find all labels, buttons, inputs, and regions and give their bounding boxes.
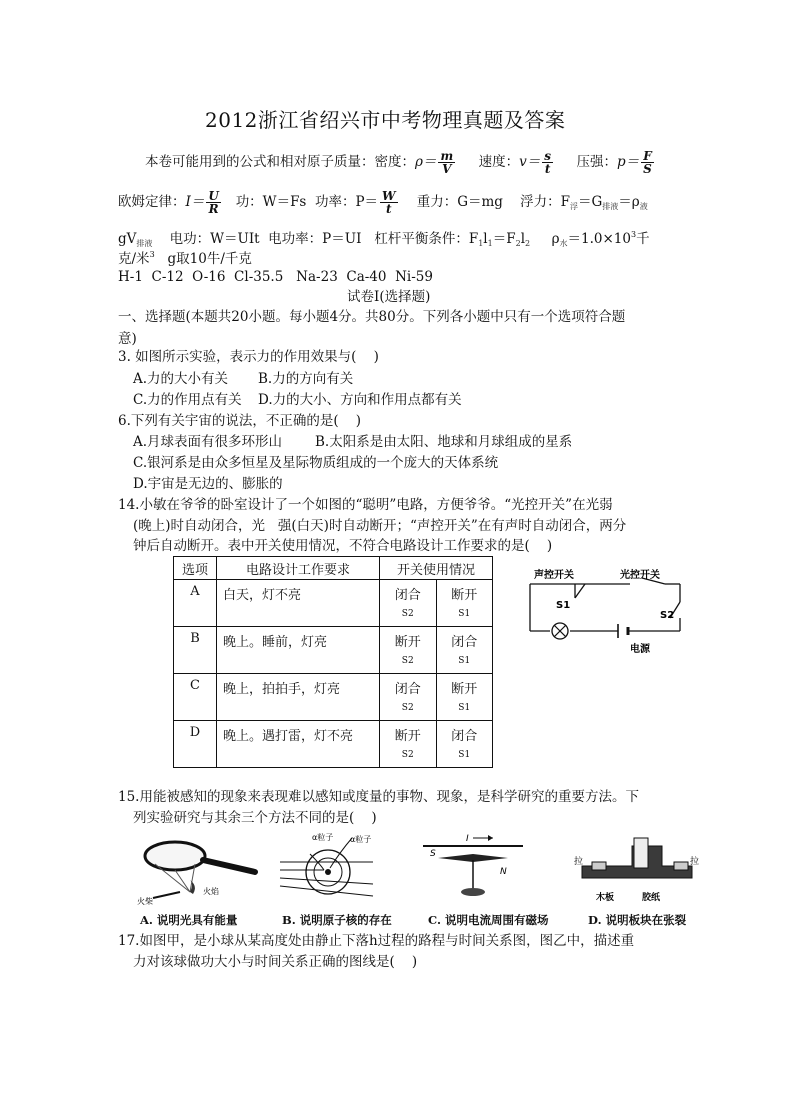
figure-a-magnifier [135,832,260,910]
alpha-label-2: α粒子 [350,835,372,844]
q6-stem: 6.下列有关宇宙的说法，不正确的是( ) [118,413,362,429]
table-header-row [174,557,493,580]
q15-stem-line-2: 列实验研究与其余三个方法不同的是( ) [133,810,377,826]
q14-stem-line-3: 钟后自动断开。表中开关使用情况，不符合电路设计工作要求的是( ) [133,538,553,554]
q6-option-b: B.太阳系是由太阳、地球和月球组成的星系 [315,434,573,450]
tape-icon [634,838,648,868]
ohm-fraction: $\frac{U}{R}$ [208,189,219,216]
table-cell-switch: 闭合 S1 [436,721,493,768]
table-cell-switch: 闭合 S2 [380,580,437,627]
q17-stem-line-2: 力对该球做功大小与时间关系正确的图线是( ) [133,954,418,970]
power-label: 电源 [630,644,650,655]
sound-switch-label: 声控开关 [534,570,574,581]
power-fraction: $\frac{W}{t}$ [382,189,396,216]
table-cell-switch: 断开 S1 [436,580,493,627]
s2-label: S2 [660,610,675,621]
table-cell-requirement: 白天，灯不亮 [217,580,380,627]
alpha-label-1: α粒子 [312,833,334,842]
circuit-diagram [520,556,690,660]
table-cell-switch: 闭合 S1 [436,627,493,674]
formula-line-3: $gV_{排液}$ 电功：W＝UIt 电功率：P＝UI 杠杆平衡条件：$F_1l_1=F_2l_2$ $\rho_水=1.0\times 10^3$千 [118,230,650,248]
q14-stem-line-2: (晚上)时自动闭合，光 强(白天)时自动断开；“声控开关”在有声时自动闭合，两分 [133,518,627,534]
q3-option-c: C.力的作用点有关 [133,392,242,408]
table-cell-switch: 断开 S2 [380,721,437,768]
table-cell-switch: 闭合 S2 [380,674,437,721]
match-icon [153,892,180,898]
nucleus-icon [325,869,331,875]
table-cell-switch: 断开 S1 [436,674,493,721]
q14-stem-line-1: 14.小敏在爷爷的卧室设计了一个如图的“聪明”电路，方便爷爷。“光控开关”在光弱 [118,497,613,513]
figure-d-boards [572,832,702,910]
pressure-fraction: $\frac{F}{S}$ [643,149,652,176]
q3-option-a: A.力的大小有关 [133,371,229,387]
q6-option-a: A.月球表面有很多环形山 [133,434,283,450]
table-cell-requirement: 晚上。遇打雷，灯不亮 [217,721,380,768]
figure-c-compass [418,830,528,910]
table-header: 电路设计工作要求 [217,557,380,580]
q6-option-c: C.银河系是由众多恒星及星际物质组成的一个庞大的天体系统 [133,455,499,471]
board-label: 木板 [596,893,615,903]
table-cell-requirement: 晚上，拍拍手，灯亮 [217,674,380,721]
table-row [174,627,493,674]
table-row [174,721,493,768]
pull-left-label: 拉 [574,857,584,867]
q15-stem-line-1: 15.用能被感知的现象来表现难以感知或度量的事物、现象，是科学研究的重要方法。下 [118,789,639,805]
table-cell-requirement: 晚上。睡前，灯亮 [217,627,380,674]
atomic-masses: H-1 C-12 O-16 Cl-35.5 Na-23 Ca-40 Ni-59 [118,269,433,285]
caption-a: A. 说明光具有能量 [140,913,238,927]
speed-fraction: $\frac{s}{t}$ [544,149,552,176]
table-cell-option: A [174,580,217,627]
current-arrow-icon [488,835,493,841]
formula-line-1: 本卷可能用到的公式和相对原子质量：密度：ρ＝ $\frac{m}{V}$ 速度：v＝ $\frac{s}{t}$ 压强：p＝ $\frac{F}{S}$ [145,149,652,176]
figure-b-atom [278,830,383,910]
caption-b: B. 说明原子核的存在 [282,913,392,927]
caption-d: D. 说明板块在张裂 [588,913,687,927]
s1-label: S1 [556,600,571,611]
q3-option-b: B.力的方向有关 [258,371,354,387]
magnifier-icon [145,842,205,870]
caption-c: C. 说明电流周围有磁场 [428,913,549,927]
flame-label: 火焰 [203,887,219,896]
page-title: 2012浙江省绍兴市中考物理真题及答案 [205,108,566,132]
q3-option-d: D.力的大小、方向和作用点都有关 [258,392,462,408]
formula-line-4: 克/米$^3$ g取10牛/千克 [118,250,252,267]
part-intro-line-1: 一、选择题(本题共20小题。每小题4分。共80分。下列各小题中只有一个选项符合题 [118,309,626,325]
pull-right-label: 拉 [690,857,700,867]
q17-stem-line-1: 17.如图甲，是小球从某高度处由静止下落h过程的路程与时间关系图，图乙中，描述重 [118,933,635,949]
n-pole-label: N [500,867,507,877]
section-title: 试卷Ⅰ(选择题) [347,289,431,305]
part-intro-line-2: 意) [118,331,137,347]
table-header: 开关使用情况 [380,557,493,580]
table-header: 选项 [174,557,217,580]
current-label: I [466,834,469,844]
switch-table [173,556,493,768]
match-label: 火柴 [137,897,153,906]
light-switch-label: 光控开关 [620,570,660,581]
q6-option-d: D.宇宙是无边的、膨胀的 [133,476,283,492]
table-cell-option: D [174,721,217,768]
table-cell-switch: 断开 S2 [380,627,437,674]
density-fraction: $\frac{m}{V}$ [440,149,454,176]
table-cell-option: B [174,627,217,674]
table-cell-option: C [174,674,217,721]
formula-line-2: 欧姆定律：I＝ $\frac{U}{R}$ 功：W＝Fs 功率：P＝ $\frac{W}{t}$ 重力：G＝mg 浮力：$F_浮=G_{排液}=\rho_液$ [118,189,648,216]
q3-stem: 3. 如图所示实验，表示力的作用效果与( ) [118,349,379,365]
table-row [174,674,493,721]
table-row [174,580,493,627]
s-pole-label: S [430,849,436,859]
tape-label: 胶纸 [642,893,661,903]
